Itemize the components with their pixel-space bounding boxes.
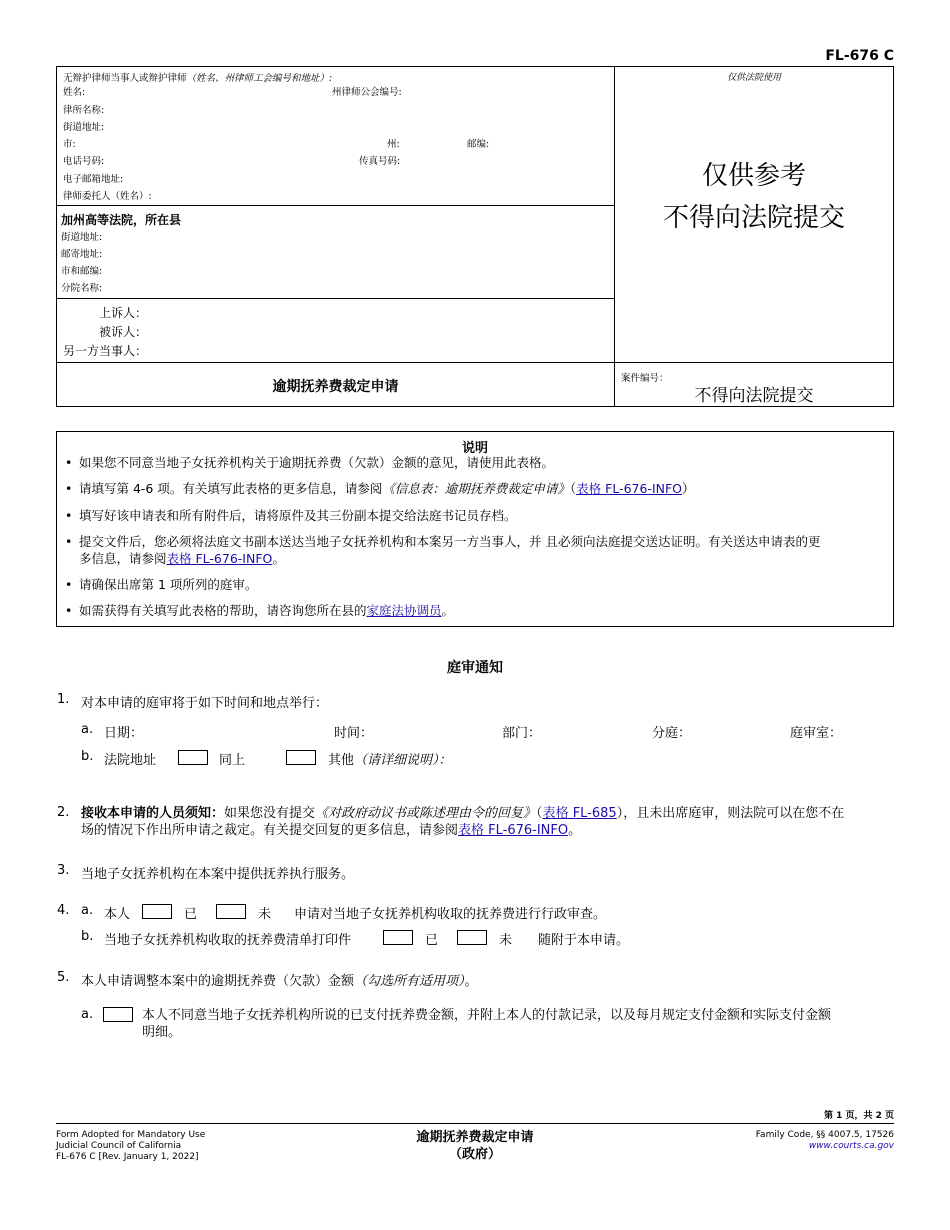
item4b-not-checkbox[interactable]	[457, 930, 487, 945]
petitioner-label: 上诉人：	[99, 306, 148, 320]
item2-number: 2.	[57, 805, 70, 820]
dept-label: 部门：	[502, 726, 542, 741]
court-address-label: 法院地址	[104, 753, 157, 768]
attorney-for-label: 律师委托人（姓名）:	[63, 191, 152, 202]
case-number-value: 不得向法院提交	[694, 386, 814, 406]
title-divider	[57, 362, 893, 363]
other-address-checkbox[interactable]	[286, 750, 316, 765]
hearing-title: 庭审通知	[447, 660, 503, 676]
court-branch-label: 分院名称:	[61, 283, 103, 294]
footer-title: 逾期抚养费裁定申请 （政府）	[416, 1130, 534, 1162]
item4a-has-checkbox[interactable]	[142, 904, 172, 919]
item4a-has-label: 已	[184, 907, 198, 922]
caption-box	[56, 66, 894, 407]
watermark-line2: 不得向法院提交	[662, 203, 845, 233]
form-info-link[interactable]: 表格 FL-676-INFO	[458, 823, 569, 838]
state-label: 州:	[387, 139, 400, 150]
watermark-line1: 仅供参考	[701, 161, 806, 191]
item5a-text: 本人不同意当地子女抚养机构所说的已支付抚养费金额，并附上本人的付款记录，以及每月规定支付金额和实际支付金额 明细。	[142, 1008, 832, 1040]
same-as-above-label: 同上	[219, 753, 246, 768]
court-title: 加州高等法院，所在县	[61, 213, 182, 227]
item5a-letter: a.	[81, 1007, 94, 1022]
footer-code: Family Code, §§ 4007.5, 17526 www.courts.ca.gov	[755, 1130, 894, 1151]
form-number: FL-676 C	[825, 48, 894, 64]
form-fl685-link[interactable]: 表格 FL-685	[542, 806, 617, 821]
room-label: 庭审室：	[790, 726, 843, 741]
item4a-self-label: 本人	[104, 907, 131, 922]
date-label: 日期：	[104, 726, 144, 741]
courts-website-link[interactable]: www.courts.ca.gov	[808, 1141, 894, 1151]
footer-rule	[56, 1123, 894, 1124]
attorney-label: 无辩护律师当事人或辩护律师（姓名、州律师工会编号和地址）:	[63, 73, 333, 84]
form-info-link[interactable]: 表格 FL-676-INFO	[576, 481, 683, 496]
page-number: 第 1 页，共 2 页	[823, 1111, 894, 1121]
respondent-label: 被诉人：	[99, 325, 148, 339]
item4b-letter: b.	[81, 929, 94, 944]
item1-number: 1.	[57, 692, 70, 707]
zip-label: 邮编:	[467, 139, 490, 150]
form-title: 逾期抚养费裁定申请	[272, 379, 399, 395]
item3-text: 当地子女抚养机构在本案中提供抚养执行服务。	[81, 867, 355, 882]
name-label: 姓名:	[63, 87, 86, 98]
court-mailing-label: 邮寄地址:	[61, 249, 103, 260]
item5-number: 5.	[57, 970, 70, 985]
court-use-label: 仅供法院使用	[726, 73, 781, 83]
item4a-letter: a.	[81, 903, 94, 918]
court-street-label: 街道地址:	[61, 232, 103, 243]
adoption-notice: Form Adopted for Mandatory Use Judicial Council of California FL-676 C [Rev. January 1, 2022]	[56, 1130, 206, 1162]
item4b-has-checkbox[interactable]	[383, 930, 413, 945]
street-label: 街道地址:	[63, 122, 105, 133]
same-as-above-checkbox[interactable]	[178, 750, 208, 765]
court-cityzip-label: 市和邮编:	[61, 266, 103, 277]
item4a-not-checkbox[interactable]	[216, 904, 246, 919]
item4b-has-label: 已	[425, 933, 439, 948]
item1a-letter: a.	[81, 722, 94, 737]
item2-text: 接收本申请的人员须知：如果您没有提交《对政府动议书或陈述理由令的回复》（表格 FL-685），且未出席庭审，则法院可以在您不在 场的情况下作出所申请之裁定。有关提交回复的更多信息，请参阅表格 FL-676-INFO。	[81, 806, 845, 838]
case-number-label: 案件编号：	[621, 373, 669, 384]
item4-number: 4.	[57, 903, 70, 918]
attorney-divider	[57, 205, 614, 206]
city-label: 市:	[63, 139, 76, 150]
item3-number: 3.	[57, 863, 70, 878]
firm-label: 律所名称:	[63, 105, 105, 116]
family-law-facilitator-link[interactable]: 家庭法协调员	[366, 603, 442, 618]
time-label: 时间：	[334, 726, 374, 741]
fax-label: 传真号码:	[359, 156, 401, 167]
item4a-not-label: 未	[258, 907, 272, 922]
phone-label: 电话号码:	[63, 156, 105, 167]
item5-text: 本人申请调整本案中的逾期抚养费（欠款）金额（勾选所有适用项）。	[81, 974, 478, 989]
item4b-end-text: 随附于本申请。	[538, 933, 630, 948]
item1-text: 对本申请的庭审将于如下时间和地点举行：	[81, 696, 329, 711]
item1b-letter: b.	[81, 749, 94, 764]
instructions-box: 说明 • 如果您不同意当地子女抚养机构关于逾期抚养费（欠款）金额的意见，请使用此表格。 • 请填写第 4-6 项。有关填写此表格的更多信息，请参阅《信息表：逾期抚养费裁定申请》（表格 FL-676-INFO） • 填写好该申请表和所有附件后，请将原件及其三份副本提交给法庭书记员存档。 • 提交文件后，您必须将法庭文书副本送达当地子女抚养机构和本案另一方当事人，并 且必须向法庭提交送达证明。有关送达申请表的更 多信息，请参阅表格 FL-676-INFO。 • 请确保出席第 1 项所列的庭审。 • 如需获得有关填写此表格的帮助，请咨询您所在县的家庭法协调员。	[56, 431, 894, 627]
instructions-title: 说明	[461, 441, 488, 456]
item4b-not-label: 未	[499, 933, 513, 948]
division-label: 分庭：	[652, 726, 692, 741]
other-party-label: 另一方当事人：	[63, 344, 148, 358]
form-info-link[interactable]: 表格 FL-676-INFO	[166, 551, 273, 566]
item4b-text: 当地子女抚养机构收取的抚养费清单打印件	[104, 933, 352, 948]
watermark	[614, 155, 894, 239]
bar-no-label: 州律师公会编号:	[332, 87, 402, 98]
item4a-text: 申请对当地子女抚养机构收取的抚养费进行行政审查。	[294, 907, 607, 922]
other-address-label: 其他（请详细说明）：	[328, 753, 452, 768]
item5a-checkbox[interactable]	[103, 1007, 133, 1022]
email-label: 电子邮箱地址:	[63, 174, 124, 185]
court-divider	[57, 298, 614, 299]
